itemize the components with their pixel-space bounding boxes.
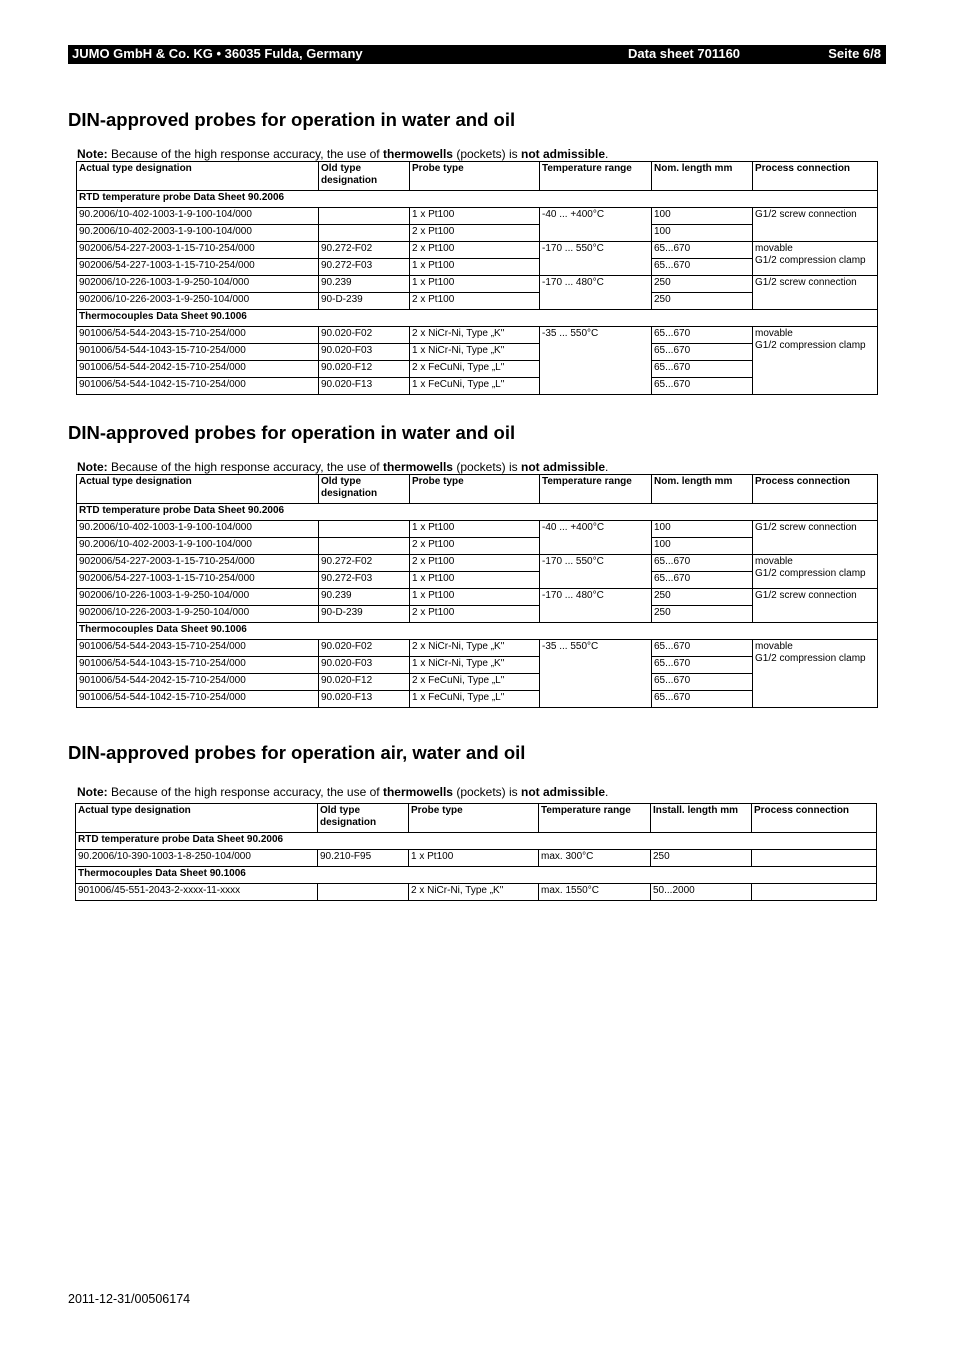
table-row: [76, 884, 877, 901]
table-cell: 90.020-F03: [319, 344, 410, 361]
section-title: DIN-approved probes for operation in water and oil: [68, 109, 516, 130]
table-cell: 2 x Pt100: [410, 538, 540, 555]
table-cell: 1 x NiCr-Ni, Type „K": [410, 344, 540, 361]
table-cell: -40 ... +400°C: [540, 521, 652, 555]
table-cell: 1 x Pt100: [410, 572, 540, 589]
table-cell: 65...670: [652, 378, 753, 395]
column-header: Old type designation: [319, 475, 410, 504]
table-cell: 901006/54-544-2043-15-710-254/000: [77, 327, 319, 344]
table-cell: 90.210-F95: [318, 850, 409, 867]
table-cell: 2 x FeCuNi, Type „L": [410, 674, 540, 691]
table-cell: 2 x NiCr-Ni, Type „K": [410, 640, 540, 657]
table-cell: 250: [652, 606, 753, 623]
table-header-row: [76, 804, 877, 833]
table-group-row: [77, 310, 878, 327]
column-header: Temperature range: [539, 804, 651, 833]
table-cell: 902006/10-226-2003-1-9-250-104/000: [77, 293, 319, 310]
group-heading: Thermocouples Data Sheet 90.1006: [77, 310, 878, 327]
table-cell: -170 ... 550°C: [540, 555, 652, 589]
table-cell: 1 x Pt100: [409, 850, 539, 867]
table-cell: 250: [652, 276, 753, 293]
table-cell: 100: [652, 225, 753, 242]
column-header: Actual type designation: [76, 804, 318, 833]
table-cell: 90.020-F03: [319, 657, 410, 674]
table-cell: 2 x Pt100: [410, 225, 540, 242]
section-title: DIN-approved probes for operation air, water and oil: [68, 742, 526, 763]
group-heading: RTD temperature probe Data Sheet 90.2006: [76, 833, 877, 850]
table-cell: -35 ... 550°C: [540, 640, 652, 708]
probe-table: [76, 161, 878, 395]
table-cell: 250: [652, 589, 753, 606]
table-cell: 902006/10-226-1003-1-9-250-104/000: [77, 276, 319, 293]
table-cell: 1 x Pt100: [410, 521, 540, 538]
note: Note: Because of the high response accuracy, the use of thermowells (pockets) is not admissible.: [77, 785, 609, 799]
table-cell: 1 x FeCuNi, Type „L": [410, 378, 540, 395]
column-header: Probe type: [410, 162, 540, 191]
table-cell: 901006/45-551-2043-2-xxxx-11-xxxx: [76, 884, 318, 901]
table-cell: 250: [652, 293, 753, 310]
table-cell: 1 x NiCr-Ni, Type „K": [410, 657, 540, 674]
table-cell: 90.272-F02: [319, 555, 410, 572]
column-header: Actual type designation: [77, 162, 319, 191]
group-heading: RTD temperature probe Data Sheet 90.2006: [77, 504, 878, 521]
page-header: [68, 45, 886, 64]
table-cell: 90.2006/10-402-2003-1-9-100-104/000: [77, 225, 319, 242]
table-cell: 90.020-F13: [319, 691, 410, 708]
column-header: Nom. length mm: [652, 475, 753, 504]
table-cell: movable G1/2 compression clamp: [753, 555, 878, 589]
table-cell: 90.272-F03: [319, 572, 410, 589]
column-header: Old type designation: [318, 804, 409, 833]
table-cell: 90.020-F12: [319, 361, 410, 378]
table-cell: -170 ... 480°C: [540, 589, 652, 623]
table-cell: max. 300°C: [539, 850, 651, 867]
column-header: Old type designation: [319, 162, 410, 191]
table-row: [77, 589, 878, 606]
table-cell: 65...670: [652, 242, 753, 259]
table-group-row: [76, 833, 877, 850]
table-cell: 1 x Pt100: [410, 589, 540, 606]
table-cell: 902006/54-227-1003-1-15-710-254/000: [77, 259, 319, 276]
table-cell: 100: [652, 208, 753, 225]
table-cell: G1/2 screw connection: [753, 589, 878, 623]
table-cell: 65...670: [652, 657, 753, 674]
column-header: Nom. length mm: [652, 162, 753, 191]
table-cell: 901006/54-544-1042-15-710-254/000: [77, 691, 319, 708]
table-cell: 901006/54-544-1043-15-710-254/000: [77, 344, 319, 361]
table-cell: -170 ... 550°C: [540, 242, 652, 276]
table-cell: [752, 850, 877, 867]
table-cell: 90.2006/10-402-1003-1-9-100-104/000: [77, 521, 319, 538]
table-cell: max. 1550°C: [539, 884, 651, 901]
table-row: [77, 555, 878, 572]
table-header-row: [77, 475, 878, 504]
table-cell: 90.239: [319, 589, 410, 606]
table-cell: 901006/54-544-2043-15-710-254/000: [77, 640, 319, 657]
table-cell: 2 x Pt100: [410, 293, 540, 310]
table-cell: G1/2 screw connection: [753, 276, 878, 310]
table-cell: 901006/54-544-2042-15-710-254/000: [77, 361, 319, 378]
document-date-code: 2011-12-31/00506174: [68, 1292, 191, 1306]
table-cell: 901006/54-544-2042-15-710-254/000: [77, 674, 319, 691]
table-cell: 90.020-F13: [319, 378, 410, 395]
datasheet-number: Data sheet 701160: [628, 46, 741, 61]
table-group-row: [76, 867, 877, 884]
table-cell: 90.2006/10-402-1003-1-9-100-104/000: [77, 208, 319, 225]
table-cell: 1 x Pt100: [410, 259, 540, 276]
table-cell: 90.020-F02: [319, 640, 410, 657]
table-cell: G1/2 screw connection: [753, 208, 878, 242]
table-cell: 2 x NiCr-Ni, Type „K": [409, 884, 539, 901]
column-header: Process connection: [753, 162, 878, 191]
table-cell: G1/2 screw connection: [753, 521, 878, 555]
table-cell: 902006/54-227-1003-1-15-710-254/000: [77, 572, 319, 589]
table-cell: 65...670: [652, 572, 753, 589]
column-header: Process connection: [752, 804, 877, 833]
table-cell: 90.2006/10-390-1003-1-8-250-104/000: [76, 850, 318, 867]
table-cell: 90.020-F12: [319, 674, 410, 691]
table-cell: 902006/54-227-2003-1-15-710-254/000: [77, 555, 319, 572]
table-group-row: [77, 504, 878, 521]
table-cell: 902006/10-226-1003-1-9-250-104/000: [77, 589, 319, 606]
column-header: Process connection: [753, 475, 878, 504]
table-cell: movable G1/2 compression clamp: [753, 242, 878, 276]
table-cell: 65...670: [652, 691, 753, 708]
table-cell: 90.239: [319, 276, 410, 293]
probe-table: [75, 803, 877, 901]
table-cell: 90.020-F02: [319, 327, 410, 344]
group-heading: RTD temperature probe Data Sheet 90.2006: [77, 191, 878, 208]
table-header-row: [77, 162, 878, 191]
table-row: [77, 521, 878, 538]
table-cell: movable G1/2 compression clamp: [753, 327, 878, 395]
table-cell: movable G1/2 compression clamp: [753, 640, 878, 708]
table-cell: 65...670: [652, 259, 753, 276]
table-cell: 65...670: [652, 344, 753, 361]
table-cell: -170 ... 480°C: [540, 276, 652, 310]
group-heading: Thermocouples Data Sheet 90.1006: [76, 867, 877, 884]
table-row: [77, 640, 878, 657]
table-group-row: [77, 191, 878, 208]
column-header: Probe type: [409, 804, 539, 833]
table-cell: [319, 538, 410, 555]
column-header: Probe type: [410, 475, 540, 504]
table-cell: 65...670: [652, 361, 753, 378]
table-cell: 65...670: [652, 327, 753, 344]
table-cell: 1 x Pt100: [410, 276, 540, 293]
table-cell: 90.272-F02: [319, 242, 410, 259]
table-cell: [752, 884, 877, 901]
table-cell: 901006/54-544-1042-15-710-254/000: [77, 378, 319, 395]
table-row: [77, 208, 878, 225]
table-cell: 100: [652, 521, 753, 538]
column-header: Install. length mm: [651, 804, 752, 833]
table-cell: 1 x Pt100: [410, 208, 540, 225]
page-number: Seite 6/8: [828, 46, 881, 61]
table-cell: 100: [652, 538, 753, 555]
column-header: Temperature range: [540, 475, 652, 504]
table-cell: 902006/54-227-2003-1-15-710-254/000: [77, 242, 319, 259]
table-row: [77, 242, 878, 259]
note: Note: Because of the high response accuracy, the use of thermowells (pockets) is not admissible.: [77, 147, 609, 161]
table-cell: 90.272-F03: [319, 259, 410, 276]
table-cell: 2 x NiCr-Ni, Type „K": [410, 327, 540, 344]
probe-table: [76, 474, 878, 708]
table-cell: 90.2006/10-402-2003-1-9-100-104/000: [77, 538, 319, 555]
table-cell: [318, 884, 409, 901]
table-cell: -40 ... +400°C: [540, 208, 652, 242]
section-title: DIN-approved probes for operation in water and oil: [68, 422, 516, 443]
group-heading: Thermocouples Data Sheet 90.1006: [77, 623, 878, 640]
column-header: Actual type designation: [77, 475, 319, 504]
table-cell: [319, 521, 410, 538]
table-cell: 65...670: [652, 674, 753, 691]
table-cell: 902006/10-226-2003-1-9-250-104/000: [77, 606, 319, 623]
table-group-row: [77, 623, 878, 640]
table-cell: 250: [651, 850, 752, 867]
table-cell: 2 x Pt100: [410, 555, 540, 572]
table-row: [77, 276, 878, 293]
table-cell: [319, 225, 410, 242]
table-cell: 1 x FeCuNi, Type „L": [410, 691, 540, 708]
table-cell: 90-D-239: [319, 293, 410, 310]
table-row: [77, 327, 878, 344]
table-cell: 65...670: [652, 555, 753, 572]
table-cell: 901006/54-544-1043-15-710-254/000: [77, 657, 319, 674]
table-cell: -35 ... 550°C: [540, 327, 652, 395]
table-cell: 65...670: [652, 640, 753, 657]
note: Note: Because of the high response accuracy, the use of thermowells (pockets) is not admissible.: [77, 460, 609, 474]
table-cell: 90-D-239: [319, 606, 410, 623]
table-cell: 2 x FeCuNi, Type „L": [410, 361, 540, 378]
company-name: JUMO GmbH & Co. KG • 36035 Fulda, Germany: [72, 46, 363, 61]
table-row: [76, 850, 877, 867]
table-cell: 2 x Pt100: [410, 242, 540, 259]
table-cell: 2 x Pt100: [410, 606, 540, 623]
table-cell: 50...2000: [651, 884, 752, 901]
column-header: Temperature range: [540, 162, 652, 191]
table-cell: [319, 208, 410, 225]
